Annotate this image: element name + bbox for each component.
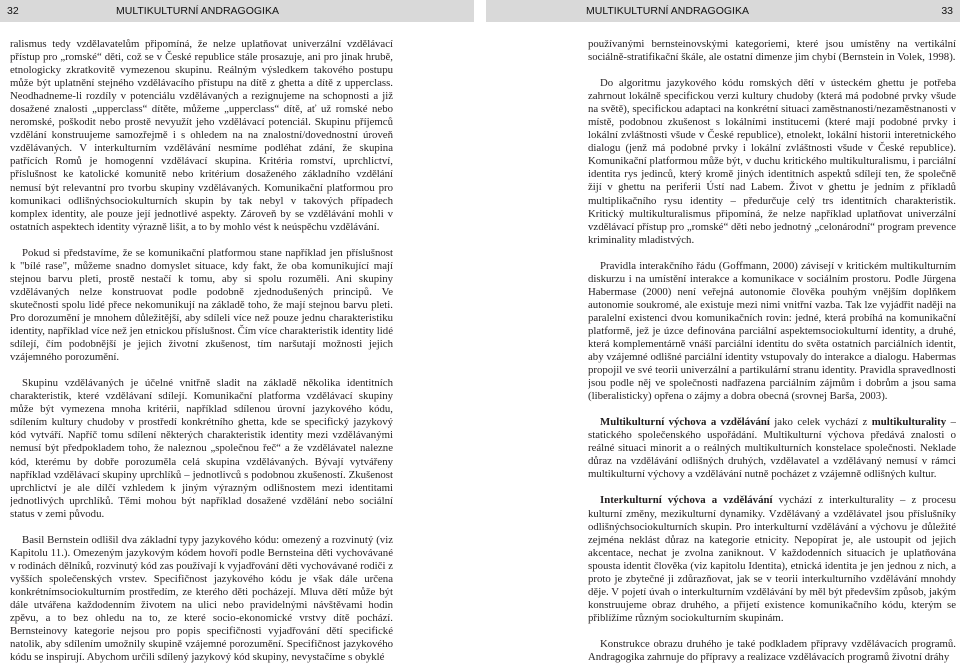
term-multikulturality: multikulturality bbox=[871, 416, 947, 429]
left-paragraph-2: Pokud si představíme, že se komunikační platformou stane například jen příslušnost k "bílé rase", můžeme snadno domyslet situace, kdy fakt, že oba komunikující mají stejnou barvu pleti, prostě nestačí k tomu, aby si spolu rozuměli. Ani skupiny vzdělávaných nelze konstruovat podle podobně zjednodušených principů. Ve skutečnosti spolu lidé přece nekomunikují na základě toho, že mají stejnou barvu pleti. Pro dorozumění je mnohem důležitější, aby sdíleli více než pouze jednu charakteristiku identity, například více než jen etnickou příslušnost. Čím více charakteristik identity lidé sdílejí, čím podobnější je jejich životní zkušenost, tím naršutají možnosti jejich vzájemného porozumění. bbox=[10, 246, 393, 364]
right-paragraph-1: používanými bernsteinovskými kategoriemi, které jsou umístěny na vertikální sociálně-stratifikační škále, ale ostatní dimenze jim chybí (Bernstein in Volek, 1998). bbox=[588, 38, 956, 64]
right-paragraph-4-mid: jako celek vychází z bbox=[769, 416, 872, 429]
right-paragraph-4-rest: – statického společenského uspořádání. Multikulturní výchova předává znalosti o reálné situaci minorit a o reálných multikulturních konstelace společnosti. Neklade důraz na vzdělávání odlišných druhých, vzdělavatel a vzdělávaný nemusí v rámci multikulturní výchovy a vzdělávání nutně pocházet z vzájemně odlišných kultur. bbox=[588, 416, 956, 481]
left-page-body bbox=[10, 38, 393, 668]
term-interkulturni-vychova: Interkulturní výchova a vzdělávání bbox=[600, 494, 773, 507]
right-paragraph-5-rest: vychází z interkulturality – z procesu kulturní změny, mezikulturní dynamiky. Vzdělávaný a vzdělávatel jsou příslušníky odlišnýchsociokulturních skupin. Pro interkulturní vzdělávání a výchovu je důležité zejména neklást důraz na kategorie etnicity. Nepopírat je, ale ustoupit od jejich akcentace, nechat je zvolna zaniknout. V každodenních situacích je uplatňována spousta identit člověka (viz kapitolu Identita), etnická identita je jen jednou z nich, a proto je zbytečné ji zdůrazňovat, jak se v teorii interkulturního vzdělávání mnohdy děje. V pojetí úvah o interkulturním vzdělávání by měl být především způsob, jakým konstruujeme obraz druhého, a přijetí existence komunikačního kódu, kterým se přiblížíme různým sociokulturním skupinám. bbox=[588, 494, 956, 624]
header-right bbox=[486, 0, 960, 22]
header-left bbox=[0, 0, 474, 22]
right-paragraph-2: Do algoritmu jazykového kódu romských dětí v ústeckém ghettu je potřeba zahrnout lokálně specifickou verzi kultury chudoby (která má podobné prvky všude na světě), specifickou adaptaci na konkrétní situaci zaměstnanosti/nezaměstnanosti v místě, podobnou zkušenost s lokálními institucemi (které mají podobné prvky i lokální zvláštnosti všude v České republice), etnolekt, lokální historii interetnického dialogu (jenž má podobné prvky i lokální zvláštnosti všude v České republice). Komunikační platformou může být, v duchu kritického multikulturalismu, i parciální identita rys jedinců, který kromě jiných identitních aspektů sdílejí ten, že společně žijí v ghettu na periferii Ústí nad Labem. Život v ghettu je jedním z příkladů multiplikačního rysu identity – předurčuje celý trs identitních charakteristik. Kritický multikulturalismus připomíná, že nelze například uplatňovat univerzální vzdělávací přístup pro „romské“ děti nebo jednotný „celonárodní“ program prevence kriminality mladistvých. bbox=[588, 77, 956, 246]
page-number-left: 32 bbox=[7, 5, 19, 17]
right-paragraph-5 bbox=[588, 494, 956, 624]
running-title-left: MULTIKULTURNÍ ANDRAGOGIKA bbox=[116, 5, 279, 17]
right-paragraph-6: Konstrukce obrazu druhého je také podkladem přípravy vzdělávacích programů. Andragogika zahrnuje do přípravy a realizace vzdělávacích programů životní dráhy bbox=[588, 637, 956, 663]
term-multikulturni-vychova: Multikulturní výchova a vzdělávání bbox=[600, 416, 770, 429]
right-paragraph-3: Pravidla interakčního řádu (Goffmann, 2000) závisejí v kritickém multikulturním diskurzu i na umístění interakce a komunikace v sociálním prostoru. Podle Jürgena Habermase (2000) není veřejná autonomie člověka pouhým vnějším doplňkem autonomie soukromé, ale existuje mezi nimi vnitřní vazba. Tak lze vyjádřit naději na paralelní existenci dvou komunikačních rovin: jedné, která probíhá na komunikační platformě, jež je úzce definována parciální aspektemsociokulturní identity, a druhé, která komplementárně vnáší parciální identitu do světa ostatních parciálních identit, aby vzájemné odlišné parciální identity vstupovaly do interakce a dialogu. Habermas propojil ve své teorii univerzální a partikulární stranu identity. Pravidla spravedlnosti jsou podle něj ve společnosti nadřazena parciálním zájmům i dobrům a jsou sama (liberalisticky) opřena o zájmy a dobra obecná (srovnej Barša, 2003). bbox=[588, 259, 956, 403]
left-paragraph-1: ralismus tedy vzdělavatelům připomíná, že nelze uplatňovat univerzální vzdělávací přístup pro „romské“ děti, což se v České republice stále prosazuje, ani pro jinak hrubě, etnologicky zkratkovitě vymezenou skupinu. Reálným výsledkem takového postupu může být uplatnění stejného vzdělávacího přístupu na dítě z ghetta a dítě z upperclass. Neodhadneme-li rozdíly v potenciálu vzdělávaných a rezignujeme na schopnosti a již dosažené znalosti „upperclass“ dítěte, můžeme „upperclass“ dítě, ať už romské nebo neromské, poškodit nebo prostě nevyužít jeho vzdělávací potenciál. Skupinu příjemců vzdělání konstruujeme samozřejmě i s ohledem na na znalostní/dovednostní úroveň vzdělávaných. V interkulturním vzdělávání nesmíme podléhat zdání, že skupina patřících Romů je homogenní vzdělávací skupina. Kritéria romství, uprchlictví, příslušnost ke katolické komunitě nebo kritérium dosaženého základního vzdělání nemusí být relevantní pro tvorbu skupiny vzdělávaných. Komunikační platformou pro komunikaci odlišnýchsociokulturních skupin by tak nebyl v takových případech komplex identity, ale pouze její jednotlivé aspekty. Zároveň by se vzdělávání mohli v ostatních aspektech identity výrazně lišit, a to by mohlo vést k neúspěchu vzdělávání. bbox=[10, 38, 393, 233]
left-paragraph-3: Skupinu vzdělávaných je účelné vnitřně sladit na základě několika identitních charakteristik, které vzdělávaní sdílejí. Komunikační platforma vzdělávací skupiny může být vymezena mnoha kritérii, například sdílenou úrovní jazykového kódu, sdílením kultury chudoby v prostředí konkrétního ghetta, kde se specifický jazykový kód vytváří. Napříč tomu sdílení některých charakteristik identity mezi vzdělávanými nemusí být předpokladem toho, že naleznou „společnou řeč“ a že vzdělávatel nalezne kód, kterému by dobře porozuměla celá skupina vzdělávaných. Bývají vytvářeny například vzdělávací skupiny uprchlíků – jednotlivců s podobnou zkušeností. Zkušenost uprchlictví je ale dílčí vzhledem k jiným výrazným odlišnostem mezi identitami jednotlivých uprchlíků. Těmi mohou být například dosažené vzdělání nebo sociální status v zemi původu. bbox=[10, 377, 393, 520]
right-paragraph-4 bbox=[588, 416, 956, 481]
page-number-right: 33 bbox=[941, 5, 953, 17]
left-paragraph-4: Basil Bernstein odlišil dva základní typy jazykového kódu: omezený a rozvinutý (viz Kapitolu 11.). Omezeným jazykovým kódem hovoří podle Bernsteina děti vychovávané v rodinách dělníků, rozvinutý kód zas používají k vyjadřování děti vychovávané rodiči z vyšších společenských vrstev. Specifičnost jazykového kódu je však dále určena konkrétnímsociokulturním prostředím, ze kterého děti pocházejí. Mluva dětí může být dále utvářena každodenním životem na ulici nebo pravidelnými návštěvami hodin zpěvu, a to bez ohledu na to, ze které socio-ekonomické vrstvy dítě pochází. Bernsteinovy kategorie nejsou pro popis specifičnosti vyjadřování dětí specifické natolik, aby sdílením umožnily skupině vzájemné porozumění. Specifičnost jazykového kódu se inspirují. Abychom určili sdílený jazykový kód skupiny, nevystačíme s obyklé bbox=[10, 533, 393, 664]
right-page-body bbox=[588, 38, 956, 668]
running-title-right: MULTIKULTURNÍ ANDRAGOGIKA bbox=[586, 5, 749, 17]
